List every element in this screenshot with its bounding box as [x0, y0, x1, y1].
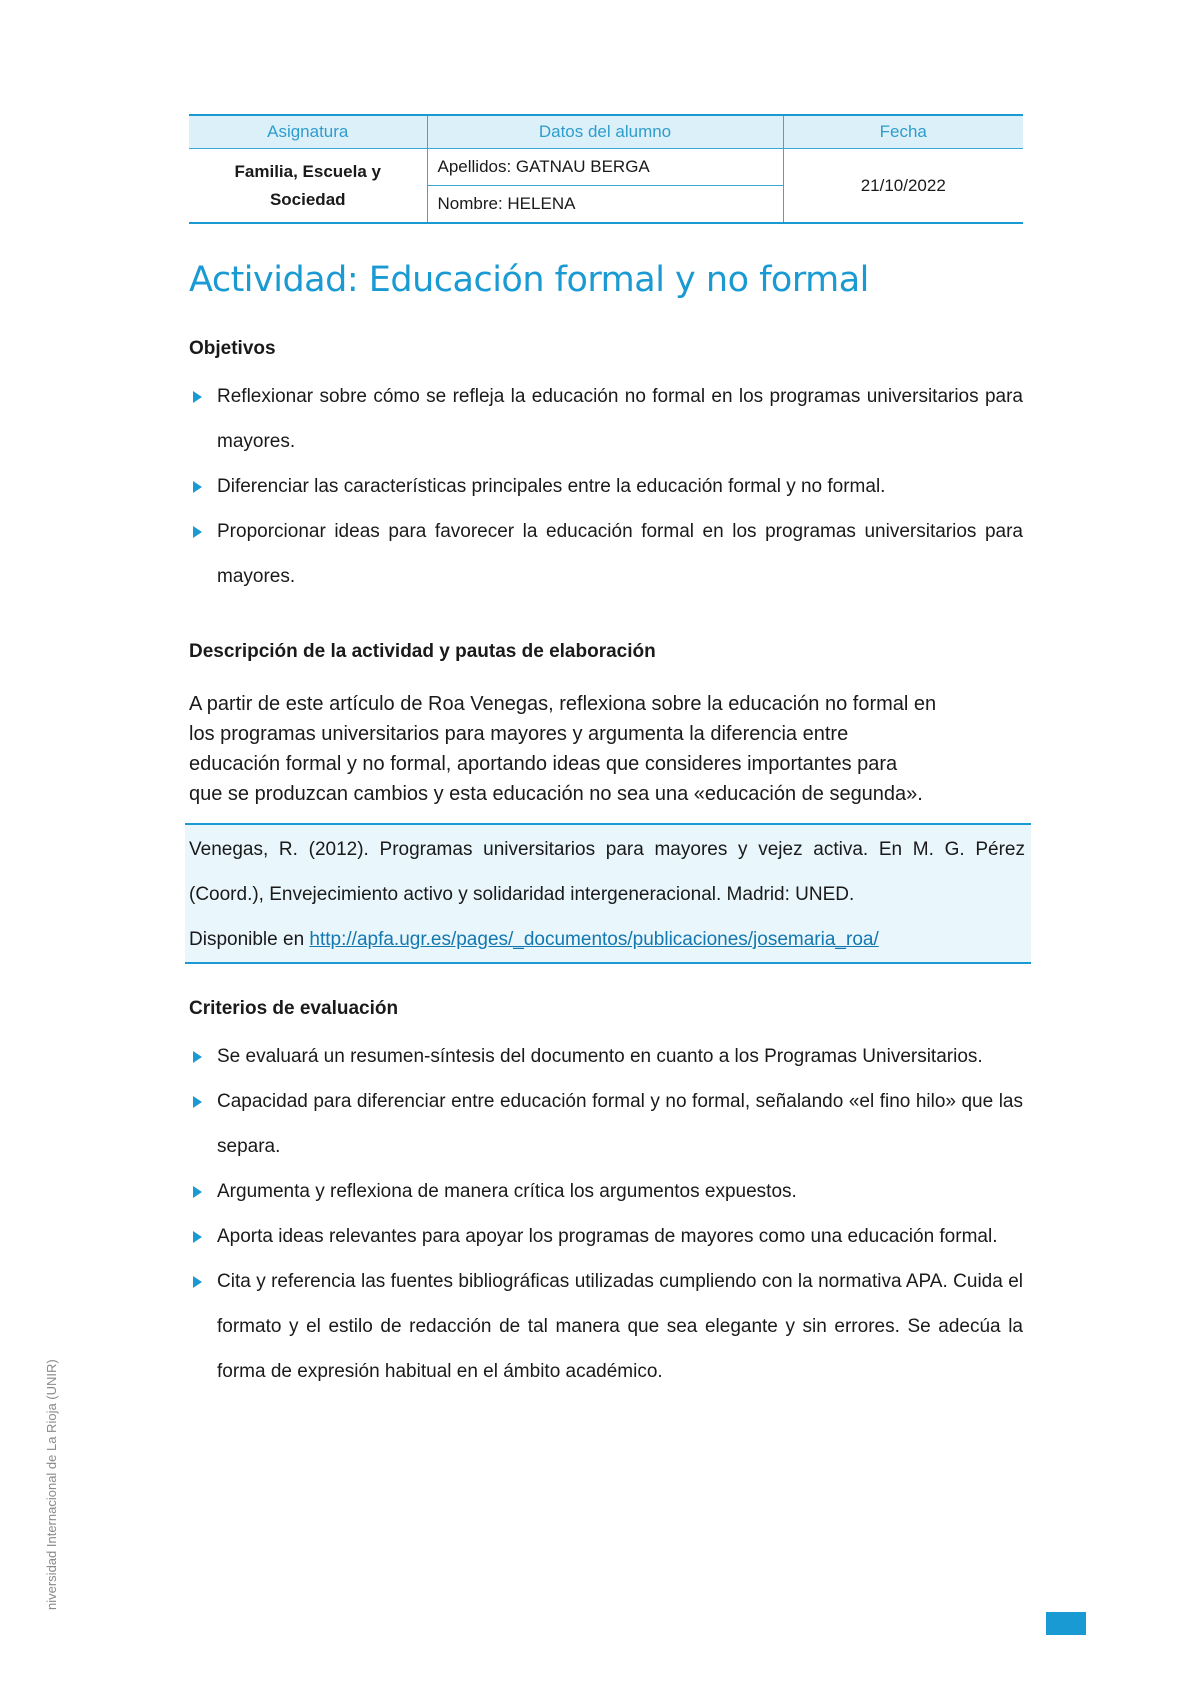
header-subject-label: Asignatura: [189, 115, 427, 149]
description-heading: Descripción de la actividad y pautas de elaboración: [189, 641, 656, 662]
list-item: Cita y referencia las fuentes bibliográficas utilizadas cumpliendo con la normativa APA. Cuida el formato y el estilo de redacción de tal manera que sea elegante y sin errores. Se adecúa la forma de expresión habitual en el ámbito académico.: [189, 1259, 1023, 1394]
document-page: [189, 114, 1023, 1394]
list-item: Diferenciar las características principales entre la educación formal y no formal.: [189, 464, 1023, 509]
criteria-heading: Criterios de evaluación: [189, 998, 399, 1019]
bullet-arrow-icon: [193, 526, 202, 538]
description-line: que se produzcan cambios y esta educación no sea una «educación de segunda».: [189, 783, 923, 805]
reference-available: Disponible en: [189, 929, 310, 950]
name-field: Nombre: HELENA: [427, 186, 783, 224]
list-item: Capacidad para diferenciar entre educación formal y no formal, señalando «el fino hilo» que las separa.: [189, 1079, 1023, 1169]
bullet-arrow-icon: [193, 1186, 202, 1198]
header-date-label: Fecha: [783, 115, 1023, 149]
sidebar-vertical-text: niversidad Internacional de La Rioja (UNIR): [44, 1359, 59, 1610]
bullet-arrow-icon: [193, 1276, 202, 1288]
bullet-arrow-icon: [193, 1231, 202, 1243]
date-value: 21/10/2022: [783, 149, 1023, 224]
list-item: Se evaluará un resumen-síntesis del documento en cuanto a los Programas Universitarios.: [189, 1034, 1023, 1079]
objectives-heading: Objetivos: [189, 338, 276, 359]
list-item: Proporcionar ideas para favorecer la educación formal en los programas universitarios para mayores.: [189, 509, 1023, 599]
subject-cell: [189, 149, 427, 224]
list-item: Reflexionar sobre cómo se refleja la educación no formal en los programas universitarios para mayores.: [189, 374, 1023, 464]
bullet-arrow-icon: [193, 1096, 202, 1108]
bullet-arrow-icon: [193, 481, 202, 493]
header-table: [189, 114, 1023, 224]
bullet-arrow-icon: [193, 1051, 202, 1063]
description-line: educación formal y no formal, aportando ideas que consideres importantes para: [189, 753, 898, 775]
bullet-arrow-icon: [193, 391, 202, 403]
header-student-label: Datos del alumno: [427, 115, 783, 149]
reference-text: Venegas, R. (2012). Programas universitarios para mayores y vejez activa. En M. G. Pérez (Coord.), Envejecimiento activo y solidaridad intergeneracional. Madrid: UNED.: [189, 839, 1025, 905]
criteria-list: [189, 1034, 1023, 1394]
reference-box: [185, 823, 1031, 964]
page-title: Actividad: Educación formal y no formal: [189, 260, 869, 300]
description-line: los programas universitarios para mayores y argumenta la diferencia entre: [189, 723, 849, 745]
list-item: Aporta ideas relevantes para apoyar los programas de mayores como una educación formal.: [189, 1214, 1023, 1259]
page-number-marker: [1046, 1612, 1086, 1635]
reference-link[interactable]: http://apfa.ugr.es/pages/_documentos/publicaciones/josemaria_roa/: [309, 929, 879, 950]
objectives-list: [189, 374, 1023, 599]
subject-line-1: Familia, Escuela y: [234, 161, 381, 181]
list-item: Argumenta y reflexiona de manera crítica los argumentos expuestos.: [189, 1169, 1023, 1214]
description-block: [189, 689, 1023, 809]
description-line: A partir de este artículo de Roa Venegas, reflexiona sobre la educación no formal en: [189, 693, 937, 715]
surname-field: Apellidos: GATNAU BERGA: [427, 149, 783, 186]
subject-line-2: Sociedad: [269, 189, 346, 209]
